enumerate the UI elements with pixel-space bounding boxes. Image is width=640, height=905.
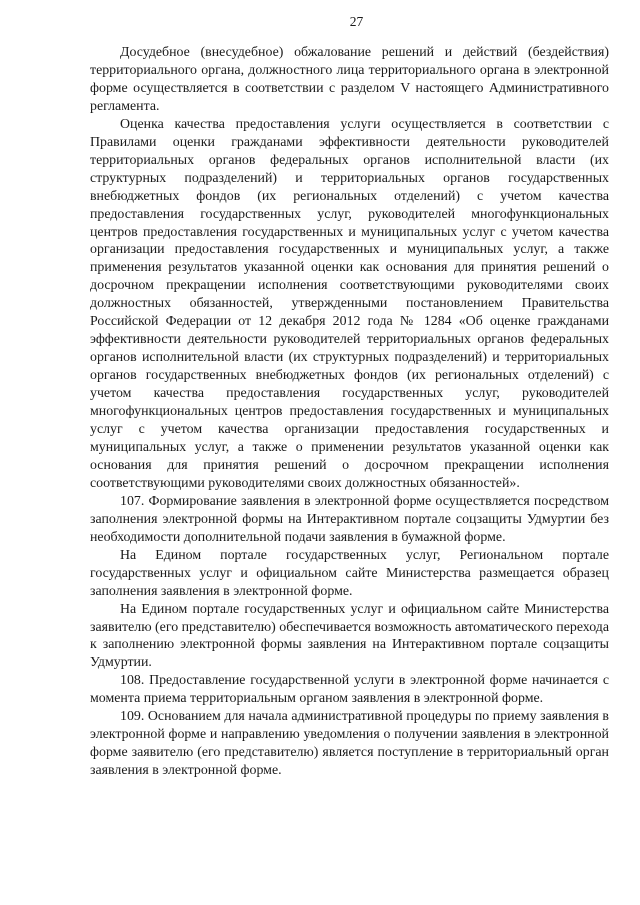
page-number: 27 xyxy=(349,14,364,29)
paragraph-107: 107. Формирование заявления в электронной форме осуществляется посредством заполнения электронной формы на Интерактивном портале соцзащиты Удмуртии без необходимости дополнительной подачи заявления в бумажной форме. xyxy=(90,493,609,545)
paragraph-auto-transition: На Едином портале государственных услуг и официальном сайте Министерства заявителю (его представителю) обеспечивается возможность автоматического перехода к заполнению электронной формы заявления на Интерактивном портале соцзащиты Удмуртии. xyxy=(90,601,609,671)
paragraph-109: 109. Основанием для начала административной процедуры по приему заявления в электронной форме и направлению уведомления о получении заявления в электронной форме заявителю (его представителю) является поступление в территориальный орган заявления в электронной форме. xyxy=(90,709,609,779)
paragraph-sample-form: На Едином портале государственных услуг, Региональном портале государственных услуг и официальном сайте Министерства размещается образец заполнения заявления в электронной форме. xyxy=(90,547,609,599)
paragraph-quality-assessment: Оценка качества предоставления услуги осуществляется в соответствии с Правилами оценки гражданами эффективности деятельности руководителей территориальных органов федеральных органов исполнительной власти (их структурных подразделений) и территориальных органов государственных внебюджетных фондов (их региональных отделений) с учетом качества предоставления государственных услуг, руководителей многофункциональных центров предоставления государственных и муниципальных услуг с учетом качества организации предоставления государственных и муниципальных услуг, а также применения результатов указанной оценки как основания для принятия решений о досрочном прекращении исполнения соответствующими руководителями своих должностных обязанностей, утвержденными постановлением Правительства Российской Федерации от 12 декабря 2012 года № 1284 «Об оценке гражданами эффективности деятельности руководителей территориальных органов федеральных органов исполнительной власти (их структурных подразделений) и территориальных органов государственных внебюджетных фондов (их региональных отделений) с учетом качества предоставления государственных услуг, руководителей многофункциональных центров предоставления государственных и муниципальных услуг с учетом качества организации предоставления государственных и муниципальных услуг, а также о применении результатов указанной оценки как основания для принятия решений о досрочном прекращении исполнения соответствующими руководителями своих должностных обязанностей». xyxy=(90,116,609,491)
paragraph-pretrial-appeal: Досудебное (внесудебное) обжалование решений и действий (бездействия) территориального органа, должностного лица территориального органа в электронной форме осуществляется в соответствии с разделом V настоящего Административного регламента. xyxy=(90,45,609,114)
paragraph-108: 108. Предоставление государственной услуги в электронной форме начинается с момента приема территориальным органом заявления в электронной форме. xyxy=(90,673,609,707)
